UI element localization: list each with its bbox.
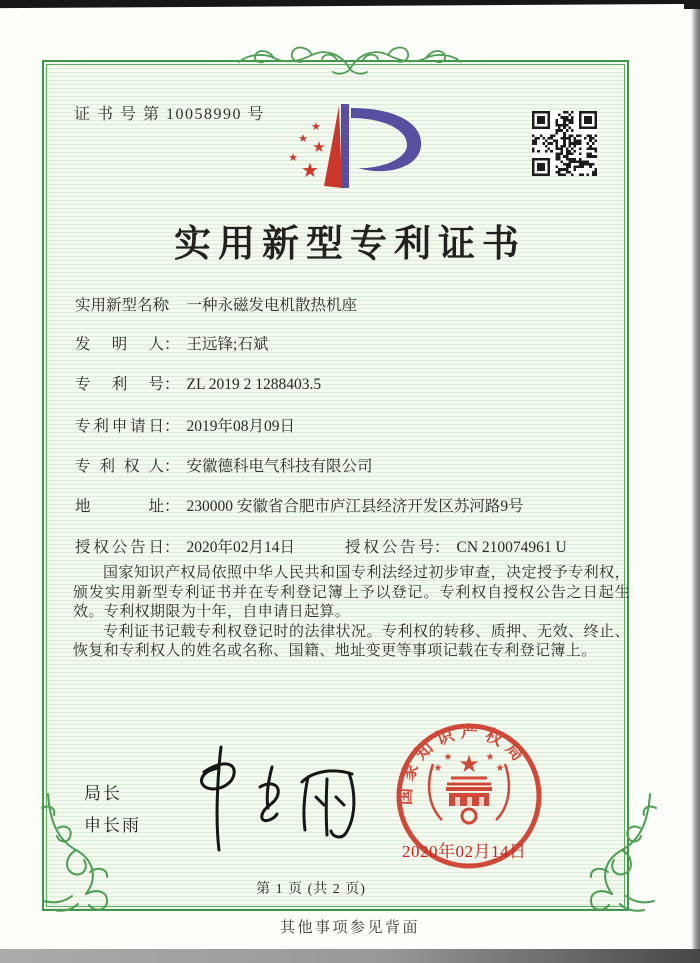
certificate-title: 实用新型专利证书	[174, 224, 526, 265]
field-row-inventor	[75, 332, 635, 354]
field-colon: ：	[434, 539, 450, 556]
legal-paragraph-1: 国家知识产权局依照中华人民共和国专利法经过初步审查，决定授予专利权，颁发实用新型专利证书并在专利登记簿上予以登记。专利权自授权公告之日起生效。专利权期限为十年，自申请日起算。	[73, 565, 630, 621]
officer-name: 申长雨	[84, 816, 141, 835]
scan-edge-top	[0, 0, 700, 8]
svg-text:★: ★	[301, 158, 319, 182]
svg-text:★: ★	[443, 752, 453, 763]
field-label: 授权公告日	[75, 539, 164, 556]
back-side-note: 其他事项参见背面	[279, 920, 420, 936]
field-value: 2019年08月09日	[186, 418, 296, 435]
legal-paragraph-2: 专利证书记载专利权登记时的法律状况。专利权的转移、质押、无效、终止、恢复和专利权人的姓名或名称、国籍、地址变更等事项记载在专利登记簿上。	[73, 623, 630, 660]
field-label: 实用新型名称	[75, 297, 169, 314]
field-label: 授权公告号	[345, 539, 434, 556]
qr-code	[532, 111, 597, 181]
field-label: 专利申请日	[75, 418, 164, 435]
grant-no-pair	[345, 535, 567, 557]
field-colon: ：	[164, 539, 180, 556]
field-label: 专利号	[75, 376, 164, 393]
svg-text:★: ★	[485, 752, 495, 763]
field-row-grant	[75, 535, 635, 557]
field-colon: ：	[164, 418, 180, 435]
field-row-name	[75, 293, 635, 315]
frame-top-ornament-icon	[234, 42, 466, 80]
commissioner-signature	[182, 740, 372, 858]
frame-corner-flourish-icon	[578, 792, 670, 914]
svg-text:★: ★	[298, 132, 308, 145]
cnipa-logo-icon	[272, 96, 437, 208]
svg-text:★: ★	[458, 750, 480, 778]
legal-text	[73, 564, 630, 662]
field-colon: ：	[164, 498, 180, 515]
svg-text:★: ★	[311, 120, 321, 133]
field-colon: ：	[164, 458, 180, 475]
grant-date-pair	[75, 539, 295, 556]
svg-text:★: ★	[288, 151, 298, 164]
field-colon: ：	[164, 336, 180, 353]
page-number: 第 1 页 (共 2 页)	[256, 882, 366, 897]
field-value: 一种永磁发电机散热机座	[186, 297, 358, 314]
officer-title: 局长	[84, 784, 122, 803]
seal-ring-text: 国家知识产权局	[395, 722, 532, 806]
field-value: 230000 安徽省合肥市庐江县经济开发区苏河路9号	[186, 498, 524, 515]
field-row-patentee	[75, 454, 635, 476]
field-row-patent-no	[75, 372, 635, 394]
field-label: 地址	[75, 498, 164, 515]
svg-text:★: ★	[312, 138, 326, 156]
field-colon: ：	[164, 376, 180, 393]
field-row-filing-date	[75, 414, 635, 436]
field-value: 2020年02月14日	[186, 539, 296, 556]
field-value: CN 210074961 U	[456, 539, 567, 556]
scan-edge-bottom	[0, 949, 700, 963]
svg-text:★: ★	[433, 763, 443, 774]
field-label: 专利权人	[75, 458, 164, 475]
field-label: 发明人	[75, 336, 164, 353]
certificate-number: 证 书 号 第 10058990 号	[74, 106, 266, 123]
seal-date: 2020年02月14日	[402, 842, 527, 861]
field-colon: ：	[164, 297, 180, 314]
scan-edge-right	[691, 0, 700, 963]
field-row-address	[75, 494, 635, 516]
svg-text:★: ★	[495, 763, 505, 774]
field-value: 安徽德科电气科技有限公司	[186, 458, 373, 475]
scan-edge-top-right	[684, 0, 700, 9]
frame-corner-flourish-icon	[28, 792, 120, 914]
field-value: ZL 2019 2 1288403.5	[186, 376, 322, 393]
field-value: 王远锋;石斌	[186, 336, 269, 353]
